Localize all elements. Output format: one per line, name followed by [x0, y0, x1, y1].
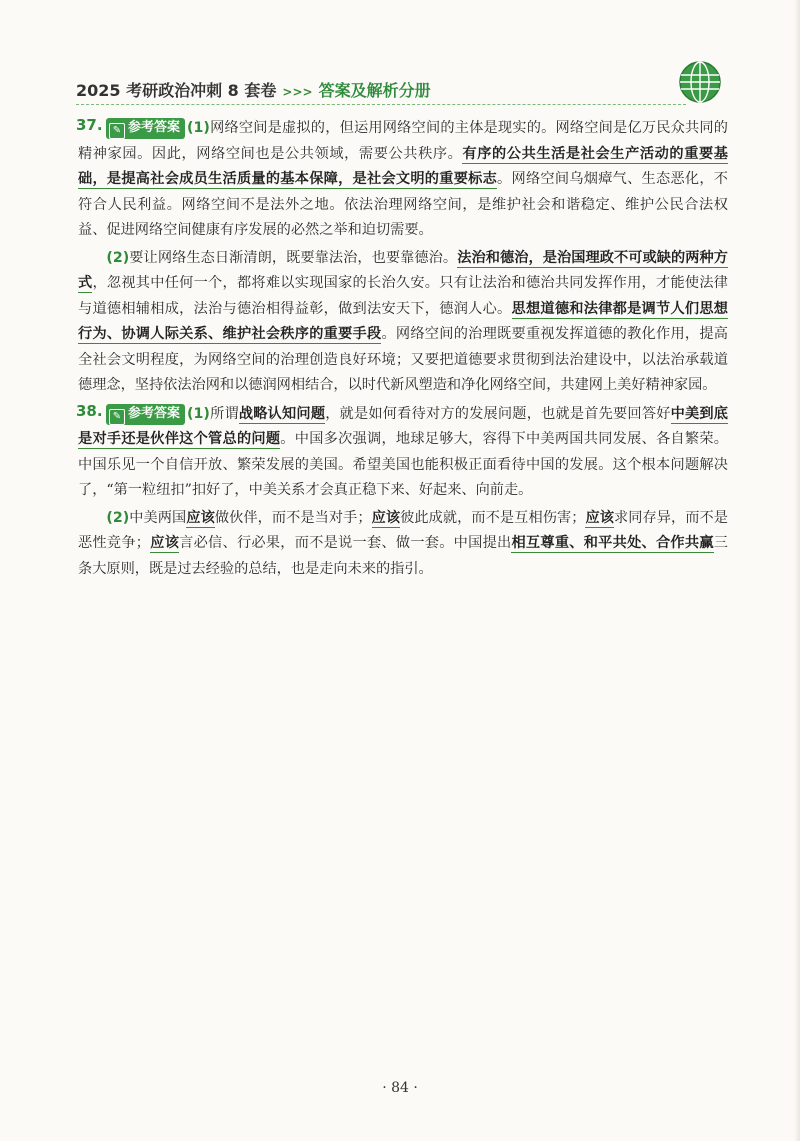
- key-point: 法治和德治，是治国理政不可或缺的两种方式: [78, 249, 728, 291]
- key-point: 应该: [585, 509, 614, 526]
- question-number: 37.: [76, 116, 103, 134]
- page-number: · 84 ·: [382, 1080, 418, 1096]
- header-arrows: >>>: [282, 85, 313, 99]
- book-title: 2025 考研政治冲刺 8 套卷: [76, 81, 277, 100]
- key-point: 中美到底是对手还是伙伴这个管总的问题: [78, 405, 728, 447]
- q37-part1: ✎ 参考答案 (1)网络空间是虚拟的，但运用网络空间的主体是现实的。网络空间是亿万民众共同的精神家园。因此，网络空间也是公共领域，需要公共秩序。有序的公共生活是社会生产活动的重要基础，是提高社会成员生活质量的基本保障，是社会文明的重要标志。网络空间乌烟瘴气、生态恶化，不符合人民利益。网络空间不是法外之地。依法治理网络空间，是维护社会和谐稳定、维护公民合法权益、促进网络空间健康有序发展的必然之举和迫切需要。: [78, 120, 728, 238]
- header-title-row: [76, 78, 431, 101]
- key-point: 应该: [149, 535, 180, 551]
- answer-content: [78, 116, 728, 582]
- q38-part1: ✎ 参考答案 (1)所谓战略认知问题，就是如何看待对方的发展问题，也就是首先要回答好中美到底是对手还是伙伴这个管总的问题。中国多次强调，地球足够大，容得下中美两国共同发展、各自繁荣。中国乐见一个自信开放、繁荣发展的美国。希望美国也能积极正面看待中国的发展。这个根本问题解决了，“第一粒纽扣”扣好了，中美关系才会真正稳下来、好起来、向前走。: [78, 405, 728, 498]
- key-point: 相互尊重、和平共处、合作共赢: [511, 535, 714, 551]
- pen-icon: ✎: [109, 409, 125, 425]
- reference-answer-badge: ✎ 参考答案: [106, 118, 185, 139]
- page-edge-shadow: [794, 0, 800, 1141]
- question-38: [78, 402, 728, 583]
- header-divider: [76, 104, 686, 105]
- question-37: [78, 116, 728, 399]
- key-point: 战略认知问题: [238, 405, 326, 422]
- globe-icon: [678, 60, 722, 104]
- question-number: 38.: [76, 401, 103, 420]
- key-point: 思想道德和法律都是调节人们思想行为、协调人际关系、维护社会秩序的重要手段: [78, 300, 728, 342]
- reference-answer-badge: ✎ 参考答案: [106, 404, 185, 425]
- pen-icon: ✎: [109, 123, 125, 139]
- key-point: 应该: [186, 509, 215, 526]
- q37-part2: (2)要让网络生态日渐清朗，既要靠法治，也要靠德治。法治和德治，是治国理政不可或缺的两种方式，忽视其中任何一个，都将难以实现国家的长治久安。只有让法治和德治共同发挥作用，才能使法律与道德相辅相成，法治与德治相得益彰，做到法安天下，德润人心。思想道德和法律都是调节人们思想行为、协调人际关系、维护社会秩序的重要手段。网络空间的治理既要重视发挥道德的教化作用，提高全社会文明程度，为网络空间的治理创造良好环境；又要把道德要求贯彻到法治建设中，以法治承载道德理念，坚持依法治网和以德润网相结合，以时代新风塑造和净化网络空间，共建网上美好精神家园。: [78, 249, 728, 393]
- page-header: [76, 74, 726, 104]
- q38-part2: (2)中美两国应该做伙伴，而不是当对手；应该彼此成就，而不是互相伤害；应该求同存异，而不是恶性竞争；应该言必信、行必果，而不是说一套、做一套。中国提出相互尊重、和平共处、合作共赢三条大原则，既是过去经验的总结，也是走向未来的指引。: [78, 509, 728, 577]
- key-point: 应该: [371, 509, 401, 526]
- key-point: 有序的公共生活是社会生产活动的重要基础，是提高社会成员生活质量的基本保障，是社会文明的重要标志: [78, 145, 728, 187]
- header-subtitle: 答案及解析分册: [318, 81, 431, 100]
